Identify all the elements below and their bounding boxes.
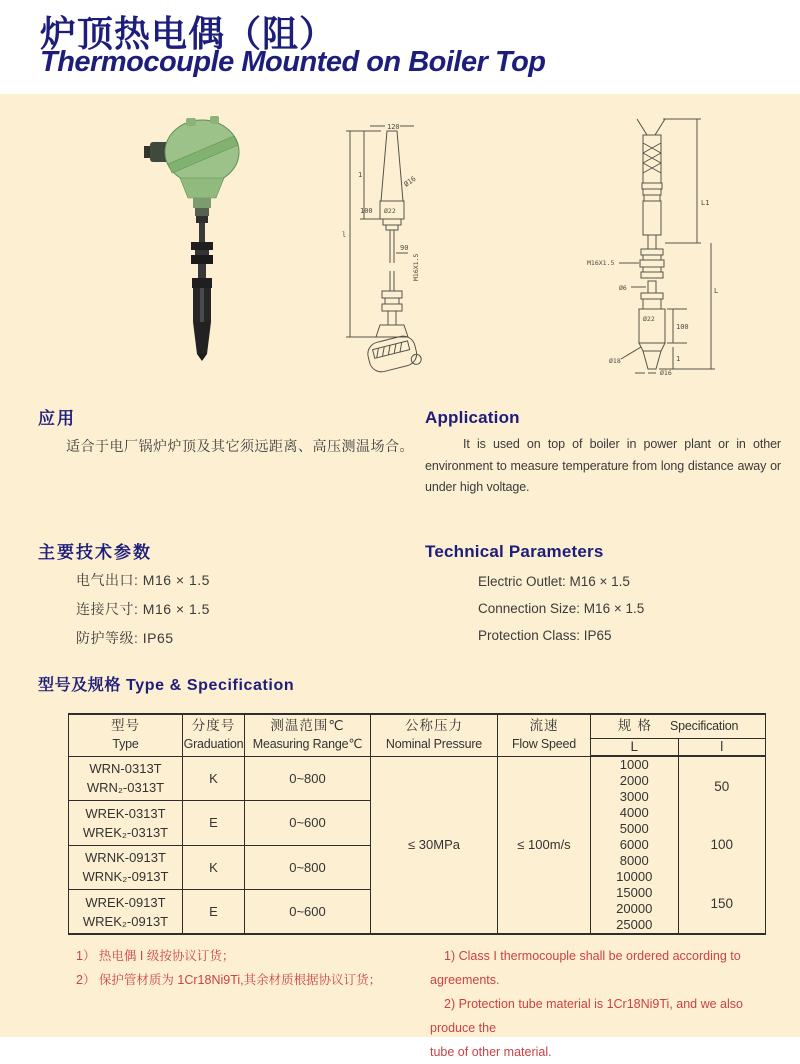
dim-label: Ø6 — [619, 284, 627, 292]
table-header-row — [69, 714, 766, 738]
range-cell: 0~600 — [245, 890, 371, 935]
flow-cell: ≤ 100m/s — [498, 756, 591, 934]
tech-param-item: 电气出口: M16 × 1.5 — [76, 572, 210, 588]
dim-label: Ø18 — [609, 357, 621, 365]
col-header-L: L — [591, 738, 679, 756]
col-header-l: l — [678, 738, 766, 756]
range-cell: 0~600 — [245, 801, 371, 846]
type-cell: WRN-0313T WRN₂-0313T — [69, 756, 183, 801]
footnotes-zh — [76, 944, 381, 992]
col-header-flow: 流速 Flow Speed — [498, 714, 591, 756]
application-heading-zh: 应用 — [38, 409, 76, 429]
tech-param-item: 连接尺寸: M16 × 1.5 — [76, 601, 210, 617]
graduation-cell: K — [183, 756, 245, 801]
footnote-item: 1) Class I thermocouple shall be ordered according to agreements. — [430, 949, 741, 987]
dim-label: 100 — [676, 323, 689, 331]
dim-label: Ø22 — [384, 207, 396, 215]
dim-label: 1 — [676, 355, 681, 363]
graduation-cell: E — [183, 890, 245, 935]
dim-label: L — [714, 287, 719, 295]
thread-label: M16X1.5 — [587, 259, 615, 267]
application-body-en: It is used on top of boiler in power plant or in other environment to measure temperature from long distance away or under high voltage. — [425, 437, 781, 494]
col-header-pressure: 公称压力 Nominal Pressure — [371, 714, 498, 756]
dim-label: 1 — [358, 171, 363, 179]
thermocouple-photo — [140, 112, 270, 362]
col-header-range: 测温范围℃ Measuring Range℃ — [245, 714, 371, 756]
thermocouple-photo-image — [140, 112, 270, 362]
tech-param-item: Connection Size: M16 × 1.5 — [478, 601, 645, 616]
footnote-item: 2） 保护管材质为 1Cr18Ni9Ti,其余材质根据协议订货； — [76, 973, 382, 987]
footnote-item: 2) Protection tube material is 1Cr18Ni9Ti, and we also produce the — [430, 997, 743, 1035]
tech-params-list-zh — [76, 566, 210, 653]
page-title-english: Thermocouple Mounted on Boiler Top — [40, 46, 546, 78]
graduation-cell: K — [183, 845, 245, 890]
page-title-chinese: 炉顶热电偶（阻） — [40, 14, 337, 55]
tech-params-heading-zh: 主要技术参数 — [38, 543, 152, 563]
type-cell: WRNK-0913T WRNK₂-0913T — [69, 845, 183, 890]
tech-params-list-en — [478, 568, 644, 649]
application-heading-en: Application — [425, 408, 520, 427]
range-cell: 0~800 — [245, 845, 371, 890]
spec-section-heading: 型号及规格 Type & Specification — [38, 677, 295, 694]
tech-param-item: Electric Outlet: M16 × 1.5 — [478, 574, 630, 589]
type-cell: WREK-0913T WREK₂-0913T — [69, 890, 183, 935]
application-body-zh: 适合于电厂锅炉炉顶及其它须远距离、高压测温场合。 — [66, 438, 414, 454]
pressure-cell: ≤ 30MPa — [371, 756, 498, 934]
dim-label: 120 — [387, 123, 400, 131]
col-header-graduation: 分度号 Graduation — [183, 714, 245, 756]
col-header-specification: 规 格 Specification — [591, 714, 766, 738]
dimension-drawing-left-image — [330, 113, 450, 377]
dimension-drawing-right — [585, 113, 720, 377]
tech-param-item: 防护等级: IP65 — [76, 630, 174, 646]
graduation-cell: E — [183, 801, 245, 846]
footnote-item: tube of other material. — [430, 1045, 552, 1059]
table-row — [69, 756, 766, 801]
spec-table — [68, 713, 766, 935]
dim-label: Ø16 — [402, 174, 418, 189]
tech-param-item: Protection Class: IP65 — [478, 628, 612, 643]
length-L-cell: 1000 2000 3000 4000 5000 6000 8000 10000 15000 20000 25000 — [591, 756, 679, 934]
col-header-type: 型号 Type — [69, 714, 183, 756]
dimension-drawing-left — [330, 113, 450, 377]
dim-label: 100 — [360, 207, 373, 215]
dim-label: 90 — [400, 244, 409, 252]
dim-label: Ø16 — [660, 369, 672, 377]
dim-label: L1 — [701, 199, 710, 207]
type-cell: WREK-0313T WREK₂-0313T — [69, 801, 183, 846]
range-cell: 0~800 — [245, 756, 371, 801]
dimension-drawing-right-image — [585, 113, 720, 377]
tech-params-heading-en: Technical Parameters — [425, 542, 604, 561]
footnotes-en — [430, 944, 790, 1064]
dim-label: Ø22 — [643, 315, 655, 323]
content-panel — [0, 94, 800, 1059]
dim-label: l — [342, 231, 347, 239]
length-l-cell: 50 100 150 — [678, 756, 766, 934]
footnote-item: 1） 热电偶 I 级按协议订货； — [76, 949, 235, 963]
thread-label: M16X1.5 — [412, 253, 420, 281]
